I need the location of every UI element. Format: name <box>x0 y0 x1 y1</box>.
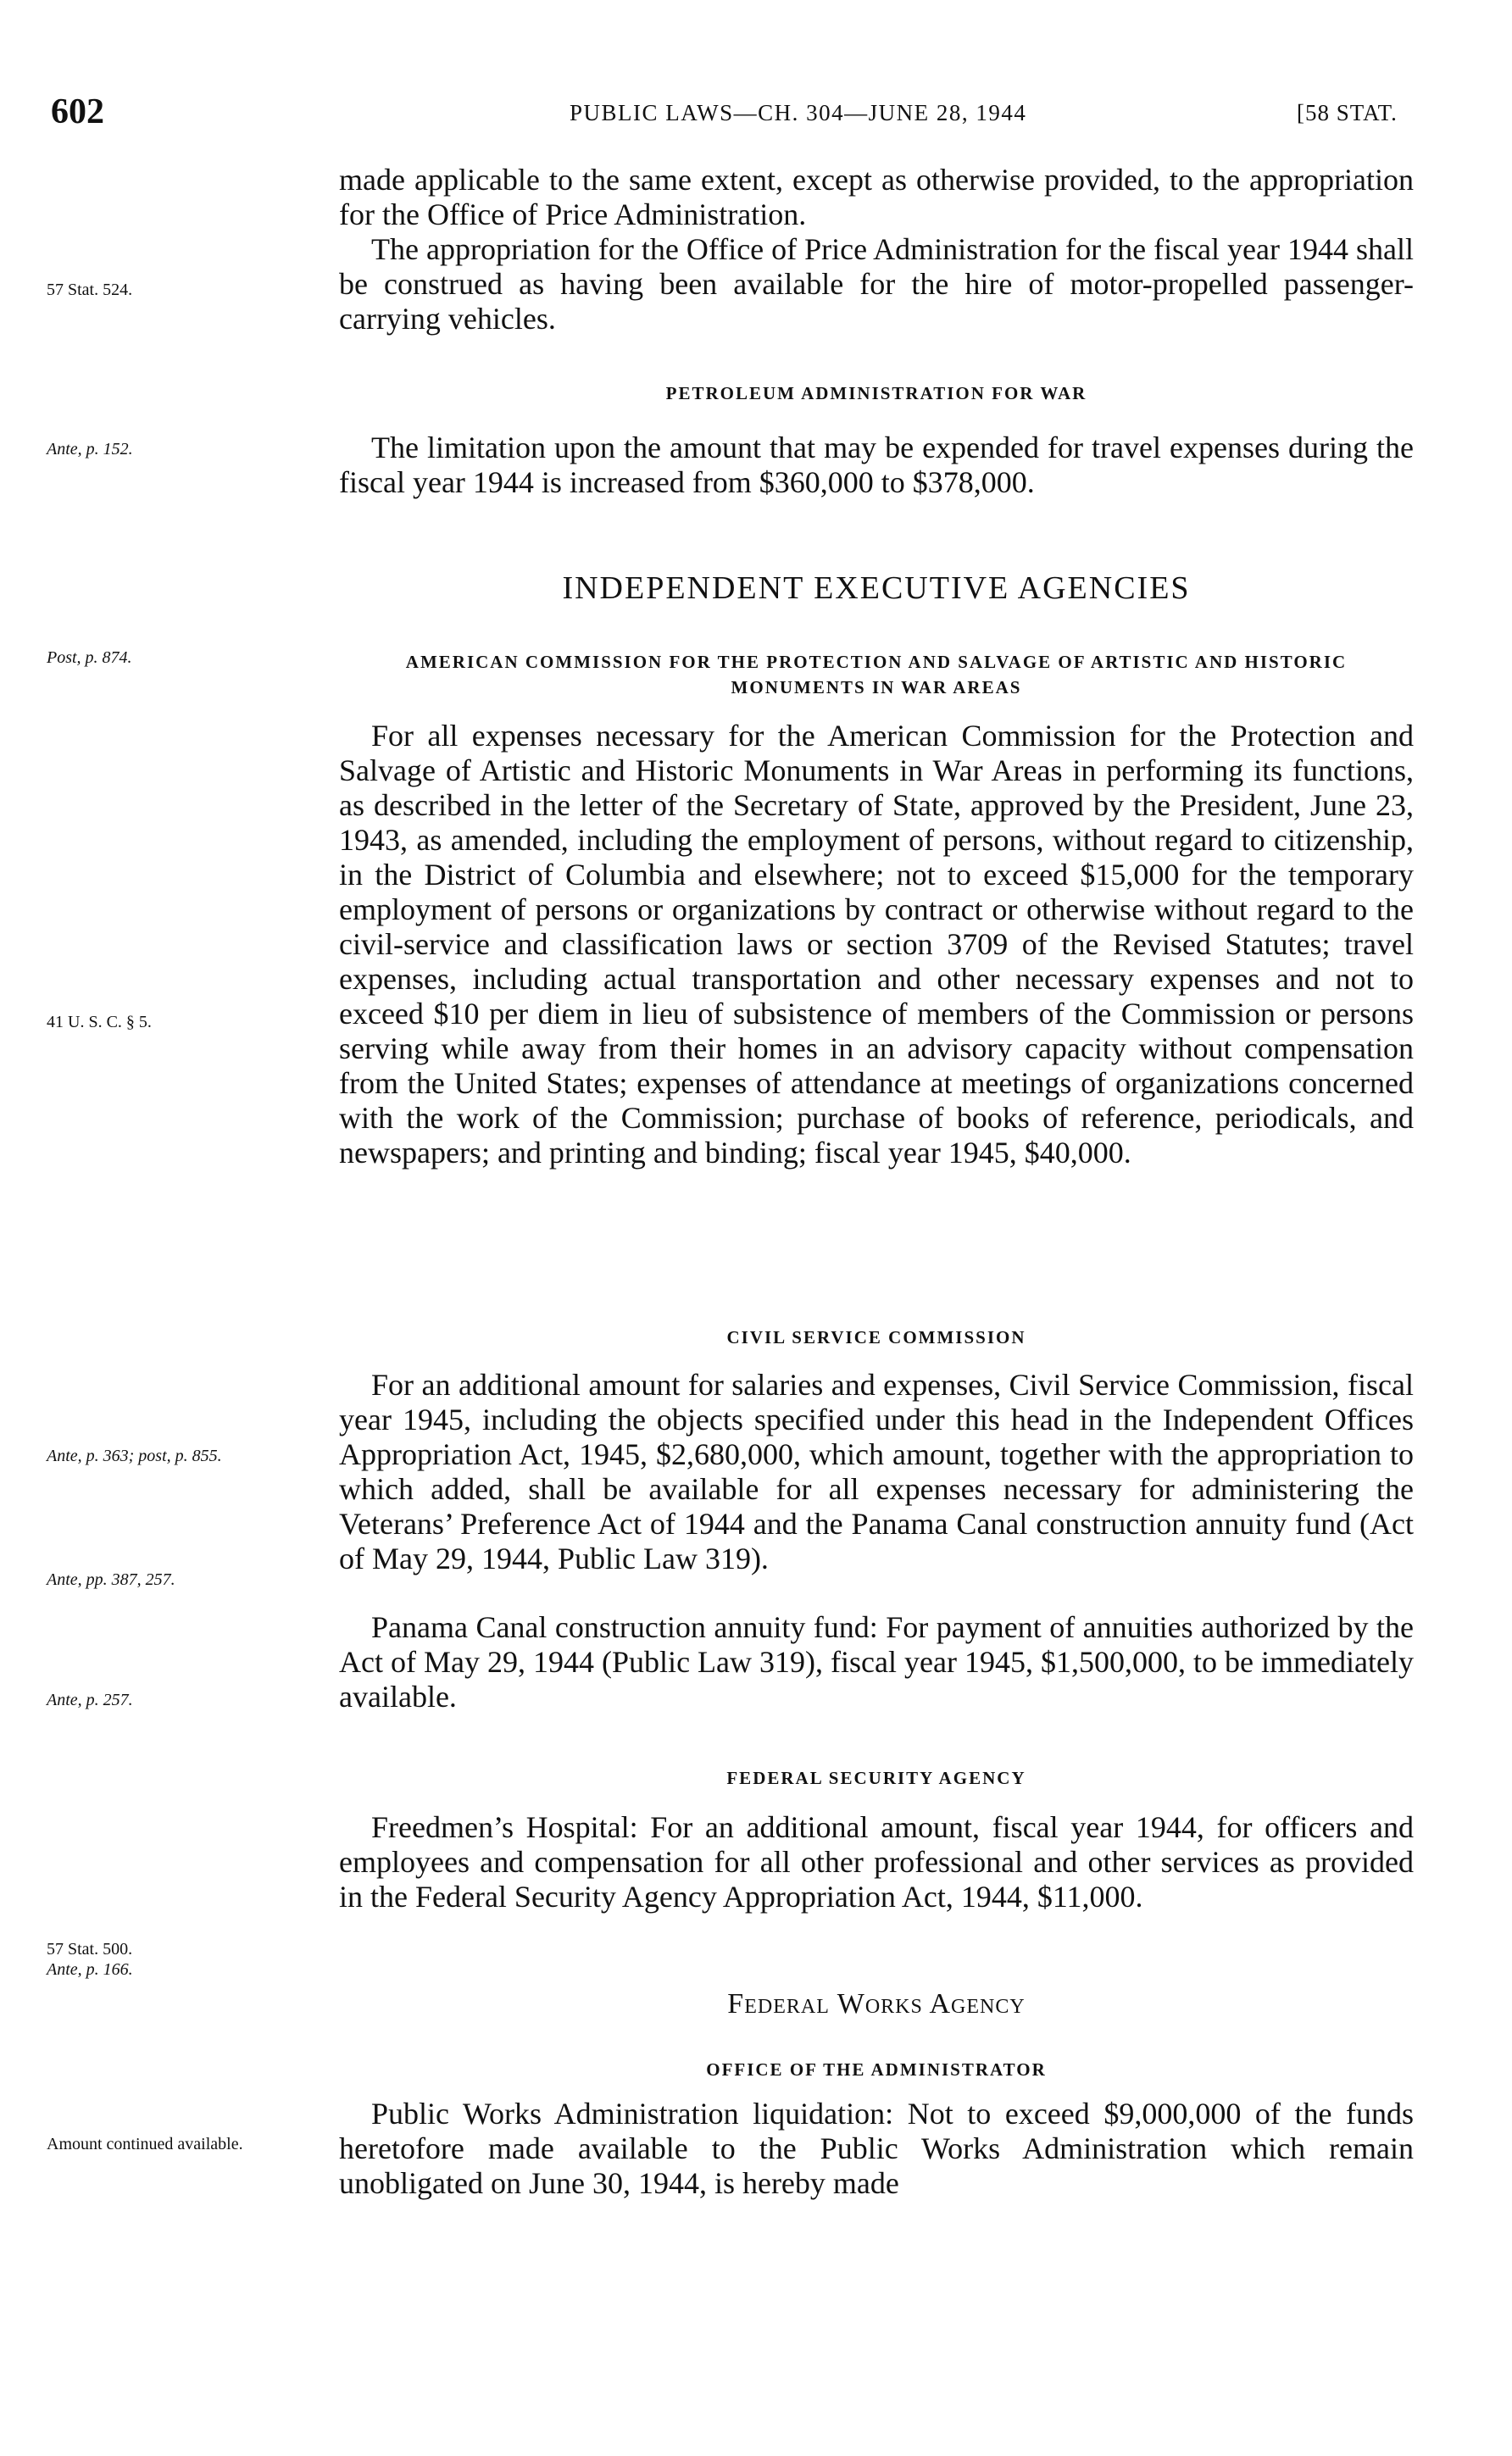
margin-note: Ante, p. 166. <box>47 1960 133 1979</box>
margin-note: Ante, p. 152. <box>47 440 133 458</box>
administrator-heading: OFFICE OF THE ADMINISTRATOR <box>706 2059 1047 2080</box>
margin-note: Amount continued available. <box>47 2135 243 2153</box>
federal-security-heading: FEDERAL SECURITY AGENCY <box>726 1768 1026 1788</box>
intro-paragraph-1: made applicable to the same extent, except as otherwise provided, to the appropriation for the Office of Price Administration. <box>339 163 1414 231</box>
independent-agencies-heading: INDEPENDENT EXECUTIVE AGENCIES <box>562 570 1191 606</box>
intro-paragraph-2: The appropriation for the Office of Price Administration for the fiscal year 1944 shall be construed as having been available for the hire of motor-propelled passenger-carrying vehicles. <box>339 232 1414 336</box>
running-title: PUBLIC LAWS—CH. 304—JUNE 28, 1944 <box>570 100 1027 125</box>
margin-note: 57 Stat. 500. <box>47 1940 133 1959</box>
page-number: 602 <box>51 92 104 131</box>
pwa-paragraph: Public Works Administration liquidation: Not to exceed $9,000,000 of the funds heretofore made available to the Public Works Administration which remain unobligated on June 30, 1944, is hereby made <box>339 2097 1414 2200</box>
margin-note: Ante, pp. 387, 257. <box>47 1570 175 1589</box>
federal-security-paragraph: Freedmen’s Hospital: For an additional amount, fiscal year 1944, for officers and employees and compensation for all other professional and other services as provided in the Federal Security Agency Appropriation Act, 1944, $11,000. <box>339 1810 1414 1914</box>
petroleum-paragraph: The limitation upon the amount that may be expended for travel expenses during the fiscal year 1944 is increased from $360,000 to $378,000. <box>339 431 1414 499</box>
margin-note: Ante, p. 363; post, p. 855. <box>47 1447 222 1465</box>
commission-paragraph: For all expenses necessary for the American Commission for the Protection and Salvage of Artistic and Historic Monuments in War Areas in performing its functions, as described in the letter of the Secretary of State, approved by the President, June 23, 1943, as amended, including the employment of persons, without regard to citizenship, in the District of Columbia and elsewhere; not to exceed $15,000 for the temporary employment of persons or organizations by contract or otherwise without regard to the civil-service and classification laws or section 3709 of the Revised Statutes; travel expenses, including actual transportation and other necessary expenses and not to exceed $10 per diem in lieu of subsistence of members of the Commission or persons serving while away from their homes in an advisory capacity without compensation from the United States; expenses of attendance at meetings of organizations concerned with the work of the Commission; purchase of books of reference, periodicals, and newspapers; and printing and binding; fiscal year 1945, $40,000. <box>339 719 1414 1170</box>
civil-service-paragraph-1: For an additional amount for salaries and expenses, Civil Service Commission, fiscal year 1945, including the objects specified under this head in the Independent Offices Appropriation Act, 1945, $2,680,000, which amount, together with the appropriation to which added, shall be available for all expenses necessary for administering the Veterans’ Preference Act of 1944 and the Panama Canal construction annuity fund (Act of May 29, 1944, Public Law 319). <box>339 1368 1414 1575</box>
commission-heading: AMERICAN COMMISSION FOR THE PROTECTION AND SALVAGE OF ARTISTIC AND HISTORIC MONUMENTS IN WAR AREAS <box>405 652 1348 697</box>
statute-reference: [58 STAT. <box>1297 100 1398 125</box>
margin-note: 41 U. S. C. § 5. <box>47 1013 152 1031</box>
federal-works-heading: Federal Works Agency <box>727 1988 1026 2020</box>
margin-note: 57 Stat. 524. <box>47 281 133 299</box>
civil-service-paragraph-2: Panama Canal construction annuity fund: For payment of annuities authorized by the Act of May 29, 1944 (Public Law 319), fiscal year 1945, $1,500,000, to be immediately available. <box>339 1610 1414 1714</box>
margin-note: Post, p. 874. <box>47 648 132 667</box>
page-header <box>0 92 1512 134</box>
civil-service-heading: CIVIL SERVICE COMMISSION <box>726 1327 1026 1347</box>
margin-note: Ante, p. 257. <box>47 1691 133 1709</box>
petroleum-heading: PETROLEUM ADMINISTRATION FOR WAR <box>665 383 1087 403</box>
